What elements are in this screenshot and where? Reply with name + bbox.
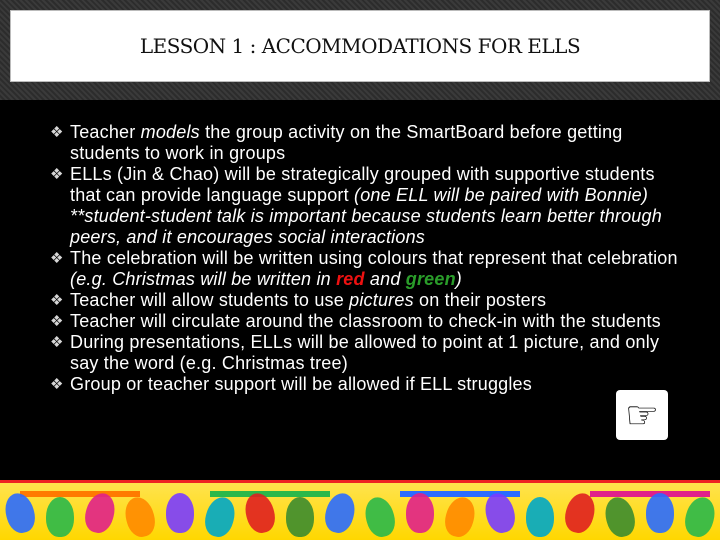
bullet-item [50,248,690,290]
handprint [361,494,398,540]
bullet-text: the group activity on the SmartBoard before getting students to work in groups [70,122,623,163]
diamond-bullet-icon: ❖ [50,334,64,351]
handprint [121,494,158,540]
diamond-bullet-icon: ❖ [50,313,64,330]
bullet-text: red [336,269,365,289]
bullet-text: Teacher will allow students to use [70,290,350,310]
bullet-text: and [364,269,406,289]
bullet-text: During presentations, ELLs will be allowed to point at 1 picture, and only say the word (e.g. Christmas tree) [70,332,660,373]
slide-content [50,122,690,395]
handprint [441,494,478,540]
handprint [681,494,718,540]
bullet-text: models [140,122,200,142]
paint-streak [590,491,710,497]
diamond-bullet-icon: ❖ [50,166,64,183]
handprint [406,493,434,533]
bullet-text: The celebration will be written using colours that represent that celebration [70,248,678,268]
diamond-bullet-icon: ❖ [50,124,64,141]
bullet-item [50,311,690,332]
handprint [46,497,74,537]
pointing-hand-icon: ☞ [616,390,668,440]
bullet-text: Group or teacher support will be allowed if ELL struggles [70,374,532,394]
diamond-bullet-icon: ❖ [50,376,64,393]
bullet-text: (e.g. Christmas will be written in [70,269,337,289]
bullet-list [50,122,690,395]
paint-streak [20,491,140,497]
handprint [601,494,638,540]
bullet-text: Teacher will circulate around the classroom to check-in with the students [70,311,661,331]
header-band [0,0,720,100]
title-box [10,10,710,82]
bullet-text: green [405,269,456,289]
diamond-bullet-icon: ❖ [50,250,64,267]
handprint [201,494,238,540]
bullet-text: pictures [349,290,414,310]
bullet-text: Teacher [70,122,141,142]
bullet-text: ) [455,269,462,289]
bullet-item [50,290,690,311]
handprint [646,493,674,533]
handprint [286,497,314,537]
bullet-item [50,332,690,374]
handprint [526,497,554,537]
bullet-text: (one ELL will be paired with Bonnie) **student-student talk is important because students learn better through peers, and it encourages social interactions [70,185,662,247]
paint-streak [210,491,330,497]
bullet-item [50,164,690,248]
handprint [166,493,194,533]
bullet-item [50,122,690,164]
diamond-bullet-icon: ❖ [50,292,64,309]
slide-title: LESSON 1 : ACCOMMODATIONS FOR ELLS [139,34,581,58]
bullet-text: ELLs (Jin & Chao) will be strategically grouped with supportive students that can provide language support [70,164,655,205]
bullet-text: on their posters [413,290,547,310]
bullet-item [50,374,690,395]
handprint-banner [0,480,720,540]
